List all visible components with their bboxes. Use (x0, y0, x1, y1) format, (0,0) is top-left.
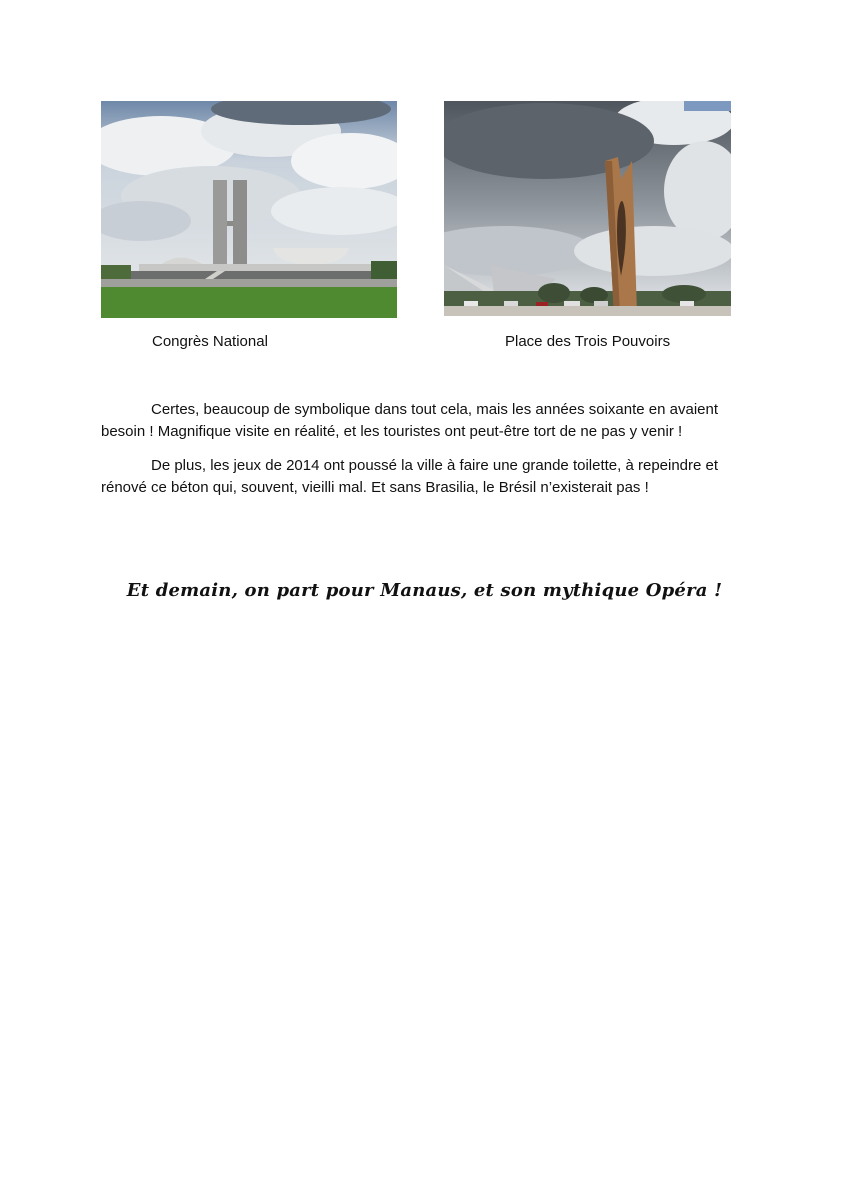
body-paragraph: Certes, beaucoup de symbolique dans tout cela, mais les années soixante en avaient besoin ! Magnifique visite en réalité, et les touristes ont peut-être tort de ne pas y venir ! (101, 401, 719, 440)
photo-caption-plaza: Place des Trois Pouvoirs (505, 333, 671, 350)
three-powers-plaza-photo (444, 101, 731, 316)
photo-caption-congress: Congrès National (152, 333, 268, 350)
congress-national-photo (101, 101, 397, 318)
closing-line: Et demain, on part pour Manaus, et son mythique Opéra ! (126, 580, 723, 601)
body-paragraph: De plus, les jeux de 2014 ont poussé la ville à faire une grande toilette, à repeindre et rénové ce béton qui, souvent, vieilli mal. Et sans Brasilia, le Brésil n’existerait pas ! (101, 457, 719, 496)
